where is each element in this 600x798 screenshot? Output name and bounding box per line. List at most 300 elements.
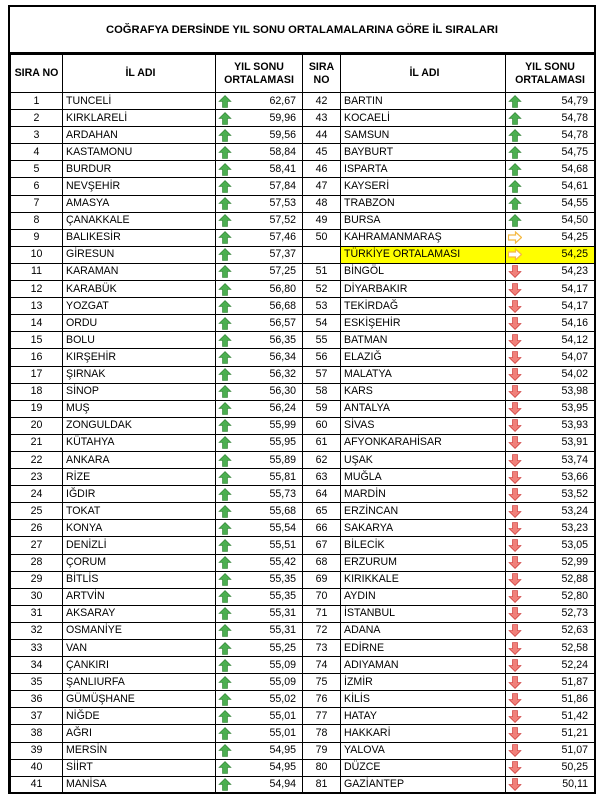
province-name-cell: NİĞDE — [63, 708, 216, 725]
rank-cell: 79 — [303, 742, 341, 759]
rank-cell: 80 — [303, 759, 341, 776]
average-cell — [506, 212, 595, 229]
average-value: 52,73 — [561, 607, 588, 620]
average-value: 53,05 — [561, 538, 588, 551]
arrow-up-icon — [218, 744, 232, 757]
rank-cell: 1 — [11, 93, 63, 110]
average-value: 50,25 — [561, 761, 588, 774]
arrow-down-icon — [508, 402, 522, 415]
province-name-cell: TÜRKİYE ORTALAMASI — [341, 246, 506, 263]
average-value: 55,02 — [269, 692, 296, 705]
province-name-cell: ERZURUM — [341, 554, 506, 571]
average-cell — [506, 674, 595, 691]
arrow-up-icon — [508, 180, 522, 193]
average-value: 55,68 — [269, 504, 296, 517]
rank-cell: 73 — [303, 640, 341, 657]
table-row — [11, 725, 303, 742]
average-cell — [216, 657, 303, 674]
rank-cell: 65 — [303, 503, 341, 520]
rank-cell: 51 — [303, 263, 341, 280]
average-value: 56,57 — [269, 316, 296, 329]
rank-cell: 52 — [303, 281, 341, 298]
rank-cell: 59 — [303, 400, 341, 417]
table-row — [11, 349, 303, 366]
province-name-cell: KAHRAMANMARAŞ — [341, 229, 506, 246]
rank-cell: 16 — [11, 349, 63, 366]
average-value: 54,07 — [561, 350, 588, 363]
average-cell — [216, 691, 303, 708]
arrow-down-icon — [508, 727, 522, 740]
average-value: 59,56 — [269, 128, 296, 141]
average-value: 52,24 — [561, 658, 588, 671]
province-name-cell: ESKİŞEHİR — [341, 315, 506, 332]
province-name-cell: ARDAHAN — [63, 127, 216, 144]
average-cell — [506, 520, 595, 537]
arrow-up-icon — [218, 248, 232, 261]
arrow-down-icon — [508, 265, 522, 278]
province-name-cell: BİLECİK — [341, 537, 506, 554]
average-cell — [216, 144, 303, 161]
rank-cell: 17 — [11, 366, 63, 383]
rank-cell: 3 — [11, 127, 63, 144]
province-name-cell: HAKKARİ — [341, 725, 506, 742]
rank-cell: 38 — [11, 725, 63, 742]
rank-cell: 46 — [303, 161, 341, 178]
province-name-cell: SAMSUN — [341, 127, 506, 144]
average-value: 53,98 — [561, 385, 588, 398]
table-row — [11, 742, 303, 759]
average-value: 55,81 — [269, 470, 296, 483]
average-cell — [506, 315, 595, 332]
average-value: 54,50 — [561, 214, 588, 227]
rank-cell: 58 — [303, 383, 341, 400]
average-value: 55,99 — [269, 419, 296, 432]
province-name-cell: AFYONKARAHİSAR — [341, 434, 506, 451]
table-row — [11, 315, 303, 332]
average-value: 53,23 — [561, 521, 588, 534]
rank-cell: 41 — [11, 776, 63, 793]
arrow-up-icon — [218, 607, 232, 620]
province-name-cell: RİZE — [63, 469, 216, 486]
average-cell — [506, 554, 595, 571]
rank-cell: 61 — [303, 434, 341, 451]
average-cell — [506, 571, 595, 588]
average-cell — [216, 127, 303, 144]
province-name-cell: KIRŞEHİR — [63, 349, 216, 366]
arrow-up-icon — [218, 539, 232, 552]
rank-cell: 5 — [11, 161, 63, 178]
average-value: 54,12 — [561, 333, 588, 346]
rank-cell: 25 — [11, 503, 63, 520]
arrow-down-icon — [508, 283, 522, 296]
arrow-down-icon — [508, 317, 522, 330]
average-cell — [506, 281, 595, 298]
province-name-cell: BURDUR — [63, 161, 216, 178]
arrow-down-icon — [508, 471, 522, 484]
province-name-cell: KİLİS — [341, 691, 506, 708]
arrow-down-icon — [508, 436, 522, 449]
table-row — [11, 537, 303, 554]
table-row — [11, 229, 303, 246]
average-value: 56,34 — [269, 350, 296, 363]
province-name-cell: YOZGAT — [63, 298, 216, 315]
arrow-up-icon — [218, 436, 232, 449]
average-cell — [216, 725, 303, 742]
province-name-cell: DENİZLİ — [63, 537, 216, 554]
province-name-cell: MALATYA — [341, 366, 506, 383]
average-value: 54,25 — [561, 248, 588, 261]
average-cell — [506, 246, 595, 263]
table-row — [303, 434, 595, 451]
table-row — [303, 349, 595, 366]
average-cell — [216, 469, 303, 486]
average-value: 55,09 — [269, 675, 296, 688]
province-name-cell: BAYBURT — [341, 144, 506, 161]
average-cell — [506, 469, 595, 486]
average-value: 57,25 — [269, 265, 296, 278]
rank-cell: 15 — [11, 332, 63, 349]
column-header-average: YIL SONU ORTALAMASI — [216, 55, 303, 93]
table-row — [11, 127, 303, 144]
province-name-cell: DİYARBAKIR — [341, 281, 506, 298]
table-row — [303, 742, 595, 759]
table-row — [11, 486, 303, 503]
average-cell — [506, 776, 595, 793]
table-row — [303, 691, 595, 708]
average-cell — [216, 571, 303, 588]
rank-cell: 2 — [11, 110, 63, 127]
arrow-down-icon — [508, 300, 522, 313]
average-cell — [216, 776, 303, 793]
rank-cell: 20 — [11, 417, 63, 434]
table-row — [303, 298, 595, 315]
table-row — [303, 708, 595, 725]
average-cell — [506, 759, 595, 776]
average-value: 50,11 — [562, 778, 588, 791]
province-name-cell: KIRKLARELİ — [63, 110, 216, 127]
arrow-down-icon — [508, 744, 522, 757]
table-row — [303, 759, 595, 776]
table-row — [303, 161, 595, 178]
average-value: 54,94 — [269, 778, 296, 791]
province-name-cell: TOKAT — [63, 503, 216, 520]
table-row — [303, 110, 595, 127]
table-row — [303, 776, 595, 793]
rank-cell: 19 — [11, 400, 63, 417]
table-row — [11, 622, 303, 639]
average-value: 51,21 — [561, 727, 588, 740]
arrow-up-icon — [218, 522, 232, 535]
table-row — [11, 571, 303, 588]
average-cell — [506, 742, 595, 759]
arrow-up-icon — [218, 419, 232, 432]
table-row — [303, 622, 595, 639]
average-value: 55,25 — [269, 641, 296, 654]
average-value: 54,75 — [561, 145, 588, 158]
average-value: 51,87 — [561, 675, 588, 688]
province-name-cell: ADANA — [341, 622, 506, 639]
province-name-cell: İZMİR — [341, 674, 506, 691]
province-name-cell: BARTIN — [341, 93, 506, 110]
province-name-cell: KARABÜK — [63, 281, 216, 298]
arrow-up-icon — [218, 368, 232, 381]
average-value: 56,30 — [269, 385, 296, 398]
table-row — [11, 195, 303, 212]
average-cell — [506, 605, 595, 622]
arrow-down-icon — [508, 659, 522, 672]
arrow-down-icon — [508, 624, 522, 637]
province-name-cell: YALOVA — [341, 742, 506, 759]
province-name-cell: EDİRNE — [341, 640, 506, 657]
province-name-cell: KÜTAHYA — [63, 434, 216, 451]
average-value: 56,80 — [269, 282, 296, 295]
average-cell — [506, 725, 595, 742]
rank-cell: 7 — [11, 195, 63, 212]
table-row — [303, 725, 595, 742]
arrow-up-icon — [218, 197, 232, 210]
rank-cell: 81 — [303, 776, 341, 793]
table-header-row — [303, 55, 595, 93]
average-cell — [216, 434, 303, 451]
arrow-up-icon — [218, 95, 232, 108]
rank-cell: 48 — [303, 195, 341, 212]
arrow-right-icon — [508, 231, 522, 244]
table-row — [303, 144, 595, 161]
average-value: 52,88 — [561, 573, 588, 586]
table-row — [11, 434, 303, 451]
arrow-up-icon — [218, 471, 232, 484]
average-cell — [216, 349, 303, 366]
average-value: 51,86 — [561, 692, 588, 705]
rank-cell: 69 — [303, 571, 341, 588]
arrow-up-icon — [218, 454, 232, 467]
table-row — [11, 451, 303, 468]
average-cell — [216, 605, 303, 622]
average-value: 53,93 — [561, 419, 588, 432]
arrow-up-icon — [218, 146, 232, 159]
table-row — [11, 383, 303, 400]
average-value: 55,95 — [269, 436, 296, 449]
rank-cell: 57 — [303, 366, 341, 383]
rank-cell: 77 — [303, 708, 341, 725]
average-cell — [216, 246, 303, 263]
arrow-up-icon — [508, 197, 522, 210]
rank-cell: 53 — [303, 298, 341, 315]
average-cell — [506, 451, 595, 468]
arrow-down-icon — [508, 368, 522, 381]
arrow-down-icon — [508, 676, 522, 689]
table-row — [11, 110, 303, 127]
table-row — [303, 657, 595, 674]
table-row — [11, 674, 303, 691]
table-row — [303, 571, 595, 588]
province-name-cell: AMASYA — [63, 195, 216, 212]
table-row — [303, 417, 595, 434]
rank-cell: 68 — [303, 554, 341, 571]
rank-cell: 45 — [303, 144, 341, 161]
rank-cell: 54 — [303, 315, 341, 332]
average-value: 55,42 — [269, 556, 296, 569]
average-cell — [216, 298, 303, 315]
table-row — [11, 520, 303, 537]
table-row — [303, 212, 595, 229]
table-row — [11, 400, 303, 417]
average-cell — [216, 93, 303, 110]
average-cell — [216, 503, 303, 520]
arrow-down-icon — [508, 419, 522, 432]
average-value: 56,32 — [269, 368, 296, 381]
arrow-up-icon — [218, 214, 232, 227]
province-name-cell: MUĞLA — [341, 469, 506, 486]
province-name-cell: MARDİN — [341, 486, 506, 503]
table-row — [303, 263, 595, 280]
average-value: 57,84 — [269, 180, 296, 193]
table-row — [11, 212, 303, 229]
province-name-cell: ANKARA — [63, 451, 216, 468]
average-cell — [216, 212, 303, 229]
column-header-rank: SIRA NO — [303, 55, 341, 93]
table-row — [303, 469, 595, 486]
province-name-cell: ŞIRNAK — [63, 366, 216, 383]
average-cell — [216, 554, 303, 571]
table-row — [11, 657, 303, 674]
average-value: 54,95 — [269, 761, 296, 774]
average-cell — [506, 657, 595, 674]
average-cell — [506, 93, 595, 110]
average-value: 52,99 — [561, 556, 588, 569]
table-row — [303, 451, 595, 468]
table-row — [11, 263, 303, 280]
average-cell — [216, 486, 303, 503]
province-name-cell: ZONGULDAK — [63, 417, 216, 434]
arrow-up-icon — [218, 710, 232, 723]
table-row — [11, 366, 303, 383]
average-cell — [506, 178, 595, 195]
average-cell — [216, 674, 303, 691]
average-value: 62,67 — [269, 94, 296, 107]
average-cell — [506, 298, 595, 315]
rank-cell: 21 — [11, 434, 63, 451]
average-value: 53,66 — [561, 470, 588, 483]
table-row — [11, 298, 303, 315]
province-name-cell: GİRESUN — [63, 246, 216, 263]
average-cell — [506, 229, 595, 246]
average-cell — [216, 178, 303, 195]
rank-cell: 78 — [303, 725, 341, 742]
average-value: 52,63 — [561, 624, 588, 637]
arrow-up-icon — [218, 317, 232, 330]
province-name-cell: DÜZCE — [341, 759, 506, 776]
arrow-up-icon — [508, 112, 522, 125]
rank-cell: 64 — [303, 486, 341, 503]
rank-cell: 22 — [11, 451, 63, 468]
table-row — [11, 417, 303, 434]
average-cell — [506, 622, 595, 639]
average-cell — [216, 400, 303, 417]
rank-cell: 36 — [11, 691, 63, 708]
arrow-up-icon — [218, 624, 232, 637]
average-value: 53,24 — [561, 504, 588, 517]
table-row — [303, 315, 595, 332]
average-value: 52,58 — [561, 641, 588, 654]
average-cell — [506, 537, 595, 554]
arrow-up-icon — [218, 761, 232, 774]
arrow-up-icon — [218, 385, 232, 398]
average-cell — [216, 263, 303, 280]
average-value: 57,46 — [269, 231, 296, 244]
average-value: 54,25 — [561, 231, 588, 244]
table-row — [303, 229, 595, 246]
rank-cell: 30 — [11, 588, 63, 605]
average-value: 56,68 — [269, 299, 296, 312]
province-name-cell: İSTANBUL — [341, 605, 506, 622]
average-cell — [506, 708, 595, 725]
average-cell — [216, 759, 303, 776]
average-value: 55,31 — [269, 624, 296, 637]
average-cell — [506, 417, 595, 434]
average-cell — [506, 640, 595, 657]
average-cell — [506, 127, 595, 144]
table-row — [303, 366, 595, 383]
rank-cell: 29 — [11, 571, 63, 588]
province-name-cell: ELAZIĞ — [341, 349, 506, 366]
table-row — [303, 332, 595, 349]
arrow-up-icon — [218, 659, 232, 672]
arrow-up-icon — [218, 112, 232, 125]
average-cell — [506, 588, 595, 605]
rank-cell: 42 — [303, 93, 341, 110]
table-row — [11, 708, 303, 725]
average-cell — [216, 383, 303, 400]
arrow-up-icon — [218, 283, 232, 296]
average-value: 58,84 — [269, 145, 296, 158]
average-value: 54,61 — [561, 180, 588, 193]
rank-cell: 50 — [303, 229, 341, 246]
rank-cell: 39 — [11, 742, 63, 759]
arrow-down-icon — [508, 607, 522, 620]
province-name-cell: AĞRI — [63, 725, 216, 742]
table-row — [11, 776, 303, 793]
arrow-up-icon — [218, 590, 232, 603]
arrow-up-icon — [218, 676, 232, 689]
table-row — [303, 605, 595, 622]
average-cell — [506, 195, 595, 212]
arrow-down-icon — [508, 505, 522, 518]
rank-cell: 63 — [303, 469, 341, 486]
average-value: 52,80 — [561, 590, 588, 603]
province-name-cell: BALIKESİR — [63, 229, 216, 246]
rank-cell: 34 — [11, 657, 63, 674]
average-cell — [506, 434, 595, 451]
arrow-down-icon — [508, 693, 522, 706]
province-name-cell: AKSARAY — [63, 605, 216, 622]
arrow-up-icon — [218, 334, 232, 347]
average-value: 57,52 — [269, 214, 296, 227]
rank-cell: 67 — [303, 537, 341, 554]
rank-cell: 24 — [11, 486, 63, 503]
arrow-up-icon — [218, 231, 232, 244]
average-cell — [216, 315, 303, 332]
average-cell — [506, 161, 595, 178]
table-row — [303, 554, 595, 571]
average-value: 57,37 — [269, 248, 296, 261]
average-value: 53,91 — [561, 436, 588, 449]
average-value: 55,01 — [269, 709, 296, 722]
rank-cell: 47 — [303, 178, 341, 195]
average-value: 54,17 — [561, 299, 588, 312]
table-row — [11, 161, 303, 178]
province-name-cell: ISPARTA — [341, 161, 506, 178]
